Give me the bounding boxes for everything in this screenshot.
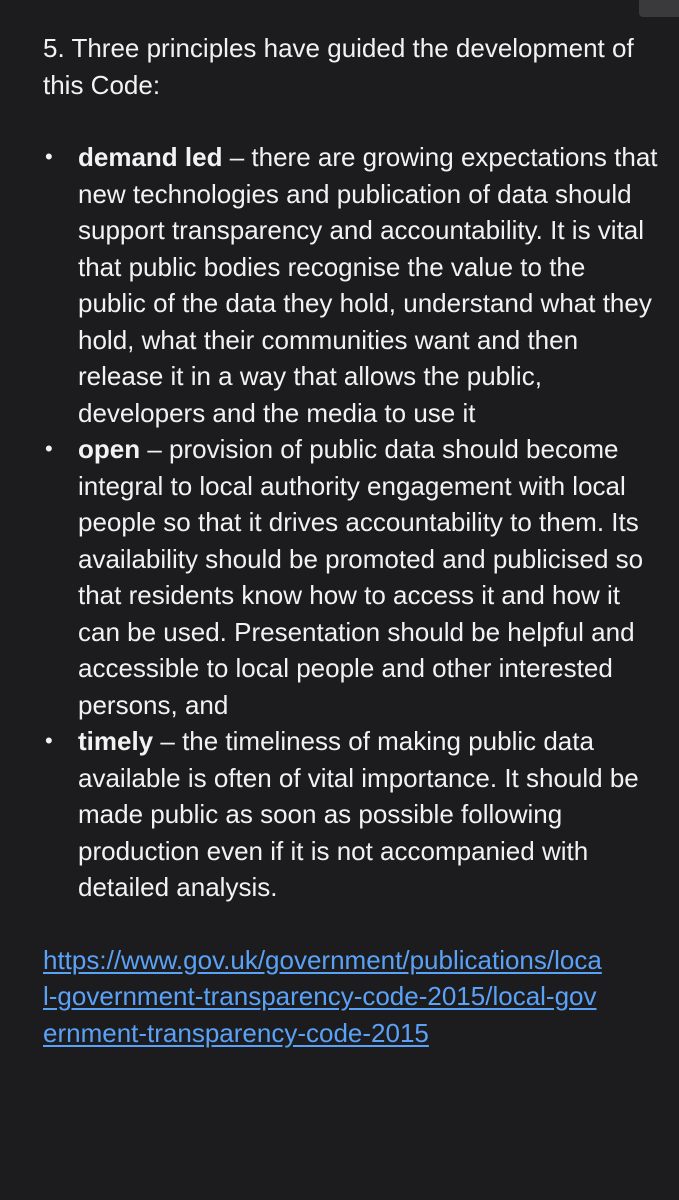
- bullet-icon: •: [45, 728, 53, 753]
- principle-term: open: [78, 434, 141, 464]
- bullet-icon: •: [45, 144, 53, 169]
- principles-list: [43, 139, 658, 906]
- top-bar: [0, 0, 679, 18]
- principle-demand-led: [43, 139, 658, 431]
- scroll-indicator[interactable]: [639, 0, 679, 17]
- link-block: [43, 942, 658, 1052]
- intro-paragraph: 5. Three principles have guided the development of this Code:: [43, 33, 634, 100]
- bullet-icon: •: [45, 436, 53, 461]
- principle-timely: [43, 723, 658, 906]
- principle-term: timely: [78, 726, 154, 756]
- principle-open: [43, 431, 658, 723]
- document-body: [43, 30, 658, 1051]
- principle-description: – provision of public data should become integral to local authority engagement with local people so that it drives accountability to them. Its availability should be promoted and publicised so that residents know how to access it and how it can be used. Presentation should be helpful and accessible to local people and other interested persons, and: [78, 434, 644, 720]
- principle-description: – the timeliness of making public data available is often of vital importance. It should be made public as soon as possible following production even if it is not accompanied with detailed analysis.: [78, 726, 639, 902]
- principle-description: – there are growing expectations that new technologies and publication of data should support transparency and accountability. It is vital that public bodies recognise the value to the public of the data they hold, understand what they hold, what their communities want and then release it in a way that allows the public, developers and the media to use it: [78, 142, 658, 428]
- principle-term: demand led: [78, 142, 223, 172]
- source-link[interactable]: https://www.gov.uk/government/publications/local-government-transparency-code-2015/local-government-transparency-code-2015: [43, 944, 602, 1048]
